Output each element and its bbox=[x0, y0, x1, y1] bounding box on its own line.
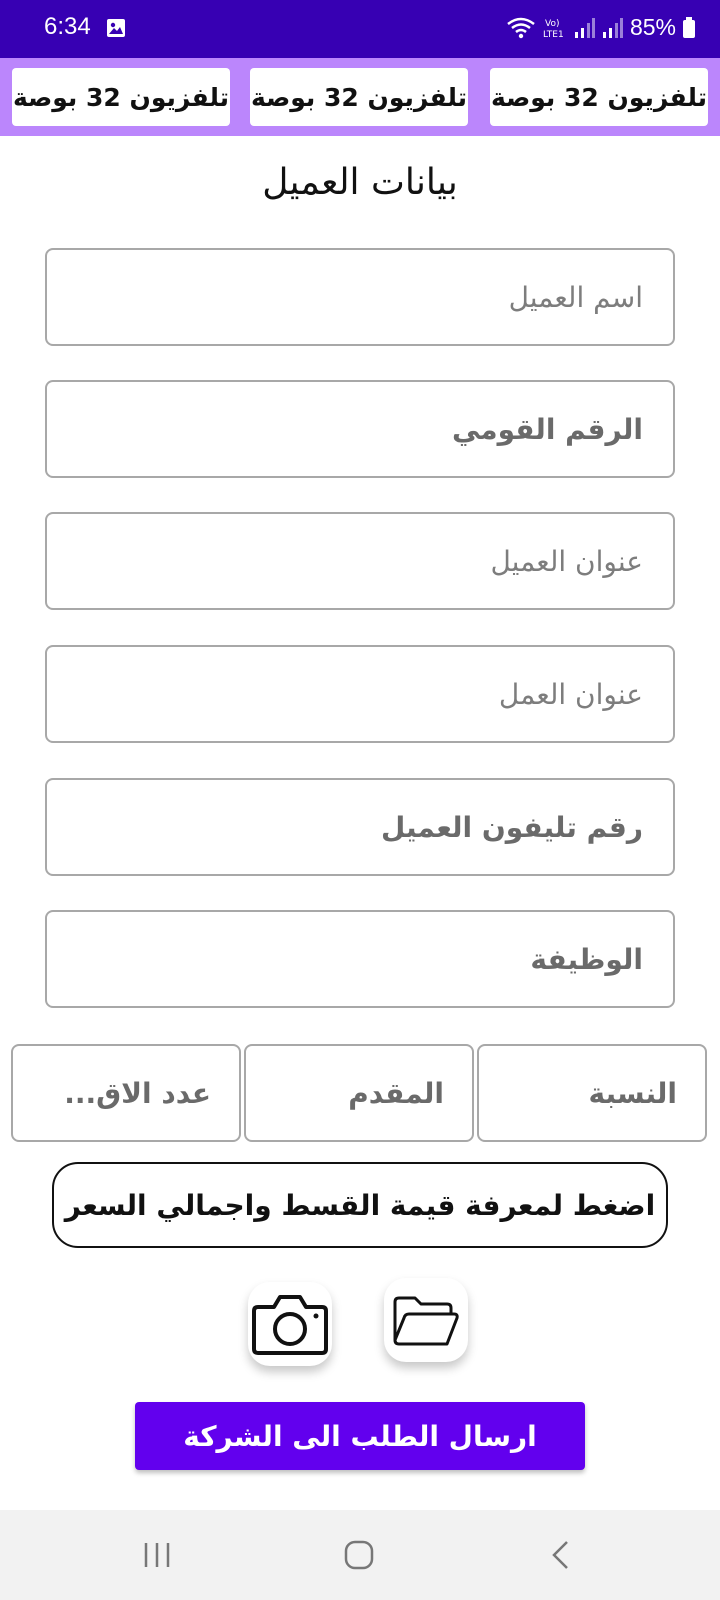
customer-name-input[interactable] bbox=[47, 281, 643, 314]
work-address-field[interactable] bbox=[45, 645, 675, 743]
work-address-input[interactable] bbox=[47, 678, 643, 711]
product-tab[interactable]: تلفزيون 32 بوصة bbox=[250, 68, 468, 126]
image-icon bbox=[106, 18, 126, 38]
product-tabs bbox=[0, 58, 720, 136]
national-id-field[interactable] bbox=[45, 380, 675, 478]
battery-icon bbox=[682, 17, 696, 39]
camera-button[interactable] bbox=[248, 1282, 332, 1366]
calculate-installment-button[interactable]: اضغط لمعرفة قيمة القسط واجمالي السعر bbox=[52, 1162, 668, 1248]
down-payment-field[interactable] bbox=[244, 1044, 474, 1142]
camera-icon bbox=[250, 1291, 330, 1357]
percentage-field[interactable] bbox=[477, 1044, 707, 1142]
volte-icon bbox=[542, 16, 568, 40]
home-button[interactable] bbox=[334, 1532, 384, 1578]
installments-count-input[interactable] bbox=[13, 1077, 211, 1110]
product-tab[interactable]: تلفزيون 32 بوصة bbox=[12, 68, 230, 126]
customer-name-field[interactable] bbox=[45, 248, 675, 346]
battery-percent: 85% bbox=[629, 14, 676, 40]
national-id-input[interactable] bbox=[47, 413, 643, 446]
customer-address-input[interactable] bbox=[47, 545, 643, 578]
signal-icon bbox=[602, 17, 624, 39]
status-bar bbox=[0, 0, 720, 58]
folder-icon bbox=[391, 1292, 461, 1348]
percentage-input[interactable] bbox=[479, 1077, 677, 1110]
job-field[interactable] bbox=[45, 910, 675, 1008]
down-payment-input[interactable] bbox=[246, 1077, 444, 1110]
folder-button[interactable] bbox=[384, 1278, 468, 1362]
status-icons bbox=[506, 14, 696, 41]
home-icon bbox=[343, 1539, 375, 1571]
customer-phone-field[interactable] bbox=[45, 778, 675, 876]
signal-icon bbox=[574, 17, 596, 39]
wifi-icon bbox=[506, 16, 536, 40]
submit-request-button[interactable]: ارسال الطلب الى الشركة bbox=[135, 1402, 585, 1470]
status-time: 6:34 bbox=[44, 13, 91, 40]
customer-address-field[interactable] bbox=[45, 512, 675, 610]
navigation-bar bbox=[0, 1510, 720, 1600]
back-icon bbox=[549, 1539, 573, 1571]
installments-count-field[interactable] bbox=[11, 1044, 241, 1142]
recent-apps-icon bbox=[142, 1540, 172, 1570]
page-title: بيانات العميل bbox=[262, 162, 458, 203]
job-input[interactable] bbox=[47, 943, 643, 976]
svg-text:LTE1: LTE1 bbox=[542, 29, 564, 40]
recent-apps-button[interactable] bbox=[132, 1532, 182, 1578]
product-tab[interactable]: تلفزيون 32 بوصة bbox=[490, 68, 708, 126]
back-button[interactable] bbox=[536, 1532, 586, 1578]
svg-text:Vo): Vo) bbox=[544, 18, 560, 29]
customer-phone-input[interactable] bbox=[47, 811, 643, 844]
